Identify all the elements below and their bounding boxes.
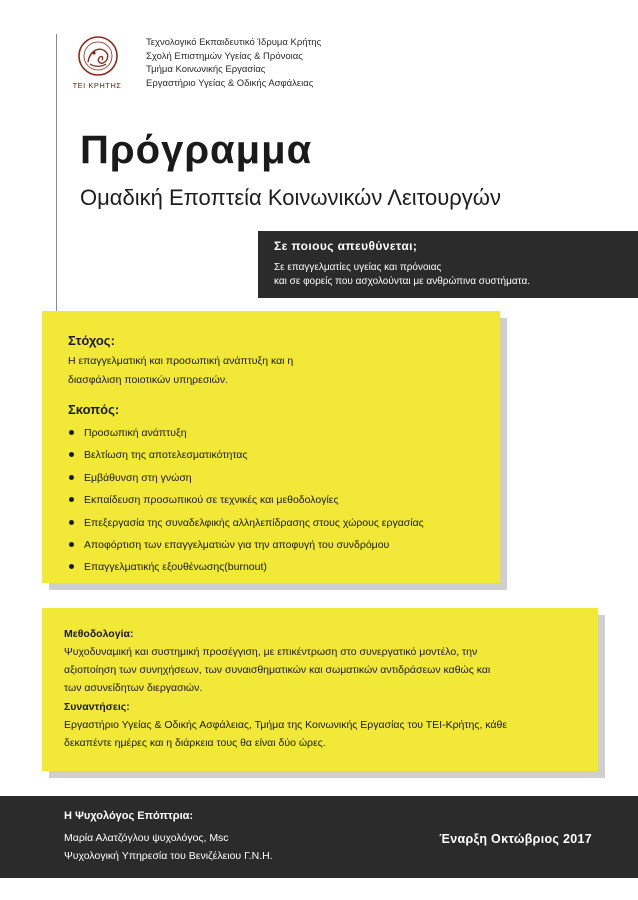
purpose-item: Προσωπική ανάπτυξη bbox=[68, 425, 424, 447]
supervisor-line: Ψυχολογική Υπηρεσία του Βενιζέλειου Γ.Ν.Η. bbox=[64, 850, 273, 862]
institution-line: Τεχνολογικό Εκπαιδευτικό Ίδρυμα Κρήτης bbox=[146, 37, 322, 48]
institution-line: Εργαστήριο Υγείας & Οδικής Ασφάλειας bbox=[146, 77, 314, 89]
supervisor-heading: Η Ψυχολόγος Επόπτρια: bbox=[64, 810, 194, 822]
audience-heading: Σε ποιους απευθύνεται; bbox=[274, 239, 418, 253]
logo-caption: ΤΕΙ ΚΡΗΤΗΣ bbox=[72, 81, 122, 90]
method-heading: Μεθοδολογία: bbox=[64, 628, 134, 640]
purpose-item: Επεξεργασία της συναδελφικής αλληλεπίδρασης στους χώρους εργασίας bbox=[68, 515, 424, 537]
method-line: αξιοποίηση των συνηχήσεων, των συναισθηματικών και σωματικών αντιδράσεων καθώς και bbox=[64, 664, 491, 676]
purpose-item: Αποφόρτιση των επαγγελματιών για την αποφυγή του συνδρόμου bbox=[68, 537, 424, 559]
page-subtitle: Ομαδική Εποπτεία Κοινωνικών Λειτουργών bbox=[80, 185, 501, 210]
purpose-heading: Σκοπός: bbox=[68, 402, 120, 417]
institution-line: Τμήμα Κοινωνικής Εργασίας bbox=[146, 64, 266, 75]
audience-panel bbox=[258, 231, 638, 298]
meetings-line: δεκαπέντε ημέρες και η διάρκεια τους θα είναι δύο ώρες. bbox=[64, 737, 326, 749]
institution-line: Σχολή Επιστημών Υγείας & Πρόνοιας bbox=[146, 50, 303, 62]
meetings-heading: Συναντήσεις: bbox=[64, 701, 130, 713]
goal-heading: Στόχος: bbox=[68, 333, 115, 348]
audience-line: Σε επαγγελματίες υγείας και πρόνοιας bbox=[274, 262, 442, 273]
supervisor-line: Μαρία Αλατζόγλου ψυχολόγος, Msc bbox=[64, 832, 229, 844]
purpose-item: Βελτίωση της αποτελεσματικότητας bbox=[68, 447, 424, 469]
meetings-line: Εργαστήριο Υγείας & Οδικής Ασφάλειας, Τμήμα της Κοινωνικής Εργασίας του ΤΕΙ-Κρήτης, κάθε bbox=[64, 719, 507, 731]
purpose-list bbox=[68, 425, 424, 582]
goal-line: Η επαγγελματική και προσωπική ανάπτυξη και η bbox=[68, 355, 294, 367]
method-line: των ασυνείδητων διεργασιών. bbox=[64, 682, 203, 694]
footer-panel bbox=[0, 796, 638, 878]
start-date: Έναρξη Οκτώβριος 2017 bbox=[439, 832, 592, 846]
goal-line: διασφάλιση ποιοτικών υπηρεσιών. bbox=[68, 374, 229, 386]
audience-line: και σε φορείς που ασχολούνται με ανθρώπινα συστήματα. bbox=[274, 276, 531, 287]
purpose-item: Επαγγελματικής εξουθένωσης(burnout) bbox=[68, 559, 424, 581]
method-line: Ψυχοδυναμική και συστημική προσέγγιση, με επικέντρωση στο συνεργατικό μοντέλο, την bbox=[64, 646, 478, 658]
page-title: Πρόγραμμα bbox=[80, 128, 313, 172]
purpose-item: Εκπαίδευση προσωπικού σε τεχνικές και μεθοδολογίες bbox=[68, 492, 424, 514]
institution-block bbox=[146, 36, 321, 90]
purpose-item: Εμβάθυνση στη γνώση bbox=[68, 470, 424, 492]
